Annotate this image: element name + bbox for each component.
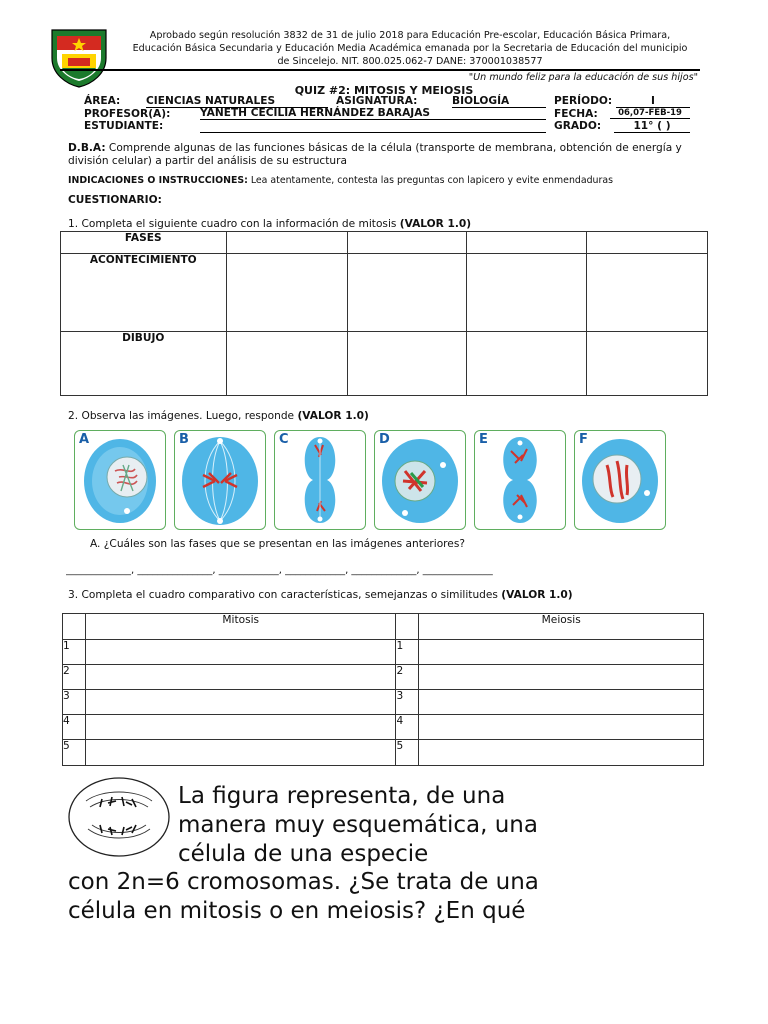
fases-cell-1[interactable] (226, 232, 347, 254)
fases-cell-3[interactable] (467, 232, 586, 254)
cell-image-e (474, 430, 566, 530)
meiosis-row-2[interactable] (419, 665, 704, 690)
area-label: ÁREA: (84, 95, 121, 107)
mitosis-row-number: 5 (63, 740, 86, 766)
header-line-1: Aprobado según resolución 3832 de 31 de julio 2018 para Educación Pre-escolar, Educación Básica Primara, (149, 30, 671, 41)
cell-image-label-e: E (479, 432, 488, 447)
question-1-text: 1. Completa el siguiente cuadro con la información de mitosis (68, 218, 400, 230)
dibujo-cell-4[interactable] (586, 332, 707, 396)
question-3-text: 3. Completa el cuadro comparativo con características, semejanzas o similitudes (68, 589, 502, 601)
acontecimiento-header: ACONTECIMIENTO (61, 254, 227, 332)
fases-header: FASES (61, 232, 227, 254)
dba-paragraph (68, 142, 700, 168)
q4-line-2: manera muy esquemática, una (178, 812, 538, 838)
cell-image-c (274, 430, 366, 530)
meiosis-column-header: Meiosis (419, 614, 704, 640)
mitosis-row-3[interactable] (85, 690, 396, 715)
comparison-table (62, 613, 704, 766)
school-motto: "Un mundo feliz para la educación de sus hijos" (468, 72, 698, 83)
cell-image-label-b: B (179, 432, 189, 447)
meiosis-row-number: 5 (396, 740, 419, 766)
q4-line-1: La figura representa, de una (178, 783, 506, 809)
cell-image-f (574, 430, 666, 530)
fases-cell-2[interactable] (347, 232, 466, 254)
acontecimiento-cell-3[interactable] (467, 254, 586, 332)
question-3-valor: (VALOR 1.0) (501, 589, 573, 601)
meiosis-row-number: 4 (396, 715, 419, 740)
cell-image-a (74, 430, 166, 530)
header-rule (60, 69, 700, 71)
area-value[interactable]: CIENCIAS NATURALES (146, 95, 328, 108)
grado-label: GRADO: (554, 120, 602, 132)
asignatura-value[interactable]: BIOLOGÍA (452, 95, 546, 108)
mitosis-table (60, 231, 708, 396)
mitosis-row-number: 2 (63, 665, 86, 690)
mitosis-row-2[interactable] (85, 665, 396, 690)
dibujo-cell-1[interactable] (226, 332, 347, 396)
header-line-3: de Sincelejo. NIT. 800.025.062-7 DANE: 370001038577 (277, 56, 543, 67)
dibujo-header: DIBUJO (61, 332, 227, 396)
estudiante-label: ESTUDIANTE: (84, 120, 164, 132)
cell-image-label-f: F (579, 432, 588, 447)
meiosis-row-5[interactable] (419, 740, 704, 766)
meiosis-row-3[interactable] (419, 690, 704, 715)
dibujo-cell-3[interactable] (467, 332, 586, 396)
q4-line-4: con 2n=6 cromosomas. ¿Se trata de una (68, 869, 539, 895)
grado-value[interactable]: 11° ( ) (614, 120, 690, 133)
q4-line-3: célula de una especie (178, 841, 429, 867)
question-3 (68, 589, 573, 602)
question-1 (68, 218, 471, 231)
estudiante-field[interactable] (200, 120, 546, 133)
page-title: QUIZ #2: MITOSIS Y MEIOSIS (294, 84, 474, 97)
profesor-value[interactable]: YANETH CECILIA HERNÁNDEZ BARAJAS (200, 107, 546, 120)
header-line-2: Educación Básica Secundaria y Educación Media Académica emanada por la Secretaria de Educación del municipio (132, 43, 688, 54)
fecha-value[interactable]: 06,07-FEB-19 (610, 108, 690, 119)
meiosis-row-number: 3 (396, 690, 419, 715)
mitosis-row-number: 3 (63, 690, 86, 715)
fecha-label: FECHA: (554, 108, 598, 120)
schematic-cell-drawing (66, 775, 172, 863)
question-2a-answer-line[interactable]: _____________, _______________, ____________, ____________, _____________, ______________ (66, 565, 493, 576)
profesor-label: PROFESOR(A): (84, 108, 171, 120)
mitosis-row-4[interactable] (85, 715, 396, 740)
cell-image-label-d: D (379, 432, 390, 447)
indicaciones-text: Lea atentamente, contesta las preguntas con lapicero y evite enmendaduras (247, 175, 613, 186)
meiosis-row-4[interactable] (419, 715, 704, 740)
cell-image-b (174, 430, 266, 530)
question-2-text: 2. Observa las imágenes. Luego, responde (68, 410, 298, 422)
mitosis-row-number: 1 (63, 640, 86, 665)
meiosis-row-1[interactable] (419, 640, 704, 665)
indicaciones-paragraph (68, 175, 708, 186)
mitosis-row-1[interactable] (85, 640, 396, 665)
indicaciones-label: INDICACIONES O INSTRUCCIONES: (68, 175, 248, 186)
q4-line-5: célula en mitosis o en meiosis? ¿En qué (68, 898, 526, 924)
cell-image-label-a: A (79, 432, 90, 447)
acontecimiento-cell-1[interactable] (226, 254, 347, 332)
meiosis-row-number: 1 (396, 640, 419, 665)
mitosis-row-number: 4 (63, 715, 86, 740)
question-2-valor: (VALOR 1.0) (297, 410, 369, 422)
cell-image-label-c: C (279, 432, 289, 447)
mitosis-column-header: Mitosis (85, 614, 396, 640)
dibujo-cell-2[interactable] (347, 332, 466, 396)
meiosis-row-number: 2 (396, 665, 419, 690)
mitosis-row-5[interactable] (85, 740, 396, 766)
acontecimiento-cell-4[interactable] (586, 254, 707, 332)
question-1-valor: (VALOR 1.0) (399, 218, 472, 230)
dba-text: Comprende algunas de las funciones básicas de la célula (transporte de membrana, obtención de energía y división celular) a partir del análisis de su estructura (68, 142, 682, 167)
asignatura-label: ASIGNATURA: (336, 95, 418, 107)
shield-top-text: GIMNASIO (66, 26, 92, 31)
question-2a: A. ¿Cuáles son las fases que se presentan en las imágenes anteriores? (90, 538, 465, 550)
periodo-value[interactable]: I (616, 95, 690, 108)
cell-image-d (374, 430, 466, 530)
acontecimiento-cell-2[interactable] (347, 254, 466, 332)
dba-label: D.B.A: (68, 142, 106, 154)
question-2 (68, 410, 369, 423)
periodo-label: PERÍODO: (554, 95, 613, 107)
cuestionario-heading: CUESTIONARIO: (68, 194, 162, 206)
fases-cell-4[interactable] (586, 232, 707, 254)
